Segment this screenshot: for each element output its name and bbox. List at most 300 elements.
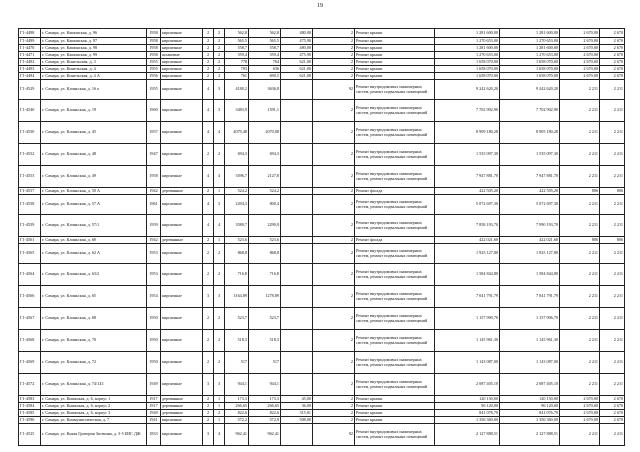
- cell-wall-material: кирпичные: [161, 424, 203, 446]
- cell-cost-total: 422 021,60: [500, 237, 560, 244]
- cell-floors: 2: [203, 237, 214, 244]
- cell-floors: 3: [203, 424, 214, 446]
- cell-address: г. Самара, ул. Князя Григория Засекина, д. 3-5 БИС ДЖ: [41, 424, 147, 446]
- cell-cost: 9 242 620,20: [435, 80, 500, 100]
- cell-cost-total: 1 535 097,30: [500, 144, 560, 166]
- cell-id: Г1-4471: [19, 52, 41, 59]
- cell-work-type: Ремонт крыши: [355, 396, 435, 403]
- cell-unit-cost: 2 670,00: [560, 73, 600, 80]
- cell-limit-cost: 2 211: [600, 330, 625, 352]
- cell-unit-cost: 2 211: [560, 330, 600, 352]
- cell-cost: 422 505,20: [435, 188, 500, 195]
- cell-id: Г1-4499: [19, 38, 41, 45]
- cell-cost-total: 7 041 791,79: [500, 286, 560, 308]
- cell-entrances: 2: [214, 330, 225, 352]
- cell-id: Г1-4553: [19, 166, 41, 188]
- cell-roof-area: 480,00: [281, 45, 313, 52]
- cell-year: 1947: [147, 144, 161, 166]
- cell-entrances: 4: [214, 122, 225, 144]
- cell-address: г. Самара, ул. Клиньская, д. 60: [41, 237, 147, 244]
- cell-cost-total: 120 150,00: [500, 396, 560, 403]
- cell-cost: 1 270 653,00: [435, 52, 500, 59]
- cell-wall-material: кирпичные: [161, 166, 203, 188]
- cell-address: г. Самара, ул. Клиньская, д. 50 А: [41, 188, 147, 195]
- page-number: 19: [317, 3, 323, 9]
- cell-work-type: Ремонт фасада: [355, 237, 435, 244]
- cell-year: 1959: [147, 215, 161, 237]
- cell-cost: 1 143 087,00: [435, 352, 500, 374]
- table-row: [19, 59, 625, 66]
- cell-work-type: Ремонт внутридомовых инженерных систем, ремонт подвальных помещений: [355, 195, 435, 215]
- cell-roof-area: [281, 215, 313, 237]
- cell-cost: 7 702 902,90: [435, 100, 500, 122]
- cell-wall-material: кирпичные: [161, 286, 203, 308]
- cell-floors: 2: [203, 73, 214, 80]
- cell-unit-cost: 2 670,00: [560, 410, 600, 417]
- cell-wall-material: кирпичные: [161, 73, 203, 80]
- cell-cost: 7 947 881,70: [435, 166, 500, 188]
- cell-wall-material: кирпичные: [161, 29, 203, 38]
- cell-living-area: 523,6: [249, 237, 281, 244]
- cell-wall-material: кирпичные: [161, 144, 203, 166]
- cell-limit-cost: 806: [600, 188, 625, 195]
- cell-unit-cost: 2 211: [560, 144, 600, 166]
- cell-limit-cost: 2 670: [600, 59, 625, 66]
- cell-address: г. Самара, ул. Кинельская, д. 3: [41, 59, 147, 66]
- cell-address: г. Самара, ул. Кинельская, д. 4: [41, 66, 147, 73]
- cell-year: 1949: [147, 410, 161, 417]
- table-row: [19, 330, 625, 352]
- cell-entrances: 2: [214, 38, 225, 45]
- cell-wall-material: деревянные: [161, 237, 203, 244]
- cell-address: г. Самара, ул. Кашинская, д. 98: [41, 45, 147, 52]
- cell-living-area: 3636,8: [249, 80, 281, 100]
- cell-total-area: 558,7: [225, 45, 249, 52]
- cell-living-area: 562,8: [249, 29, 281, 38]
- cell-entrances: 2: [214, 244, 225, 264]
- cell-address: г. Самара, ул. Книжская, д. 6, корпус 2: [41, 403, 147, 410]
- cell-wall-material: кирпичные: [161, 264, 203, 286]
- cell-roof-area: 315,01: [281, 410, 313, 417]
- cell-floors: 2: [203, 396, 214, 403]
- cell-wall-material: кирпичные: [161, 244, 203, 264]
- cell-cost: 1 281 600,00: [435, 29, 500, 38]
- cell-count: 92: [313, 424, 355, 446]
- table-row: [19, 424, 625, 446]
- cell-cost-total: 1 281 600,00: [500, 29, 560, 38]
- cell-count: 2: [313, 73, 355, 80]
- cell-cost: 1 584 844,80: [435, 264, 500, 286]
- cell-roof-area: [281, 122, 313, 144]
- cell-id: Г1-4525: [19, 424, 41, 446]
- cell-limit-cost: 2 211: [600, 215, 625, 237]
- cell-count: 2: [313, 100, 355, 122]
- cell-work-type: Ремонт внутридомовых инженерных систем, ремонт подвальных помещений: [355, 308, 435, 330]
- cell-unit-cost: 2 670,00: [560, 403, 600, 410]
- cell-work-type: Ремонт внутридомовых инженерных систем, ремонт подвальных помещений: [355, 330, 435, 352]
- cell-total-area: 822,6: [225, 410, 249, 417]
- cell-limit-cost: 806: [600, 237, 625, 244]
- cell-roof-area: 621,00: [281, 59, 313, 66]
- cell-year: 1956: [147, 73, 161, 80]
- cell-cost: 1 535 097,30: [435, 144, 500, 166]
- cell-roof-area: 621,00: [281, 66, 313, 73]
- cell-address: г. Самара, ул. Клиньская, д. 49: [41, 166, 147, 188]
- cell-unit-cost: 2 211: [560, 122, 600, 144]
- cell-living-area: 518,3: [249, 330, 281, 352]
- cell-address: г. Самара, ул. Клиньская, д. 72: [41, 352, 147, 374]
- cell-count: 2: [313, 374, 355, 396]
- cell-entrances: 4: [214, 215, 225, 237]
- cell-floors: 2: [203, 330, 214, 352]
- cell-floors: 2: [203, 144, 214, 166]
- cell-floors: 2: [203, 403, 214, 410]
- cell-entrances: 1: [214, 396, 225, 403]
- cell-id: Г1-4583: [19, 396, 41, 403]
- cell-address: г. Самара, ул. Коммунистическая, д. 7: [41, 417, 147, 424]
- cell-floors: 2: [203, 45, 214, 52]
- cell-id: Г1-4596: [19, 417, 41, 424]
- cell-wall-material: кирпичные: [161, 38, 203, 45]
- cell-address: г. Самара, ул. Клиньская, д. 45: [41, 122, 147, 144]
- cell-wall-material: шлаковые: [161, 52, 203, 59]
- cell-unit-cost: 2 670,00: [560, 45, 600, 52]
- cell-count: 2: [313, 403, 355, 410]
- cell-floors: 2: [203, 417, 214, 424]
- cell-id: Г1-4564: [19, 264, 41, 286]
- cell-id: Г1-4550: [19, 122, 41, 144]
- cell-living-area: 822,6: [249, 410, 281, 417]
- cell-entrances: 2: [214, 45, 225, 52]
- cell-count: 2: [313, 122, 355, 144]
- cell-limit-cost: 2 670: [600, 38, 625, 45]
- cell-cost-total: 841 076,70: [500, 410, 560, 417]
- cell-floors: 2: [203, 66, 214, 73]
- cell-id: Г1-4558: [19, 195, 41, 215]
- cell-unit-cost: 806: [560, 237, 600, 244]
- cell-year: 1950: [147, 308, 161, 330]
- cell-living-area: 694,3: [249, 144, 281, 166]
- cell-limit-cost: 2 211: [600, 286, 625, 308]
- table-row: [19, 73, 625, 80]
- cell-unit-cost: 2 211: [560, 308, 600, 330]
- cell-unit-cost: 2 670,00: [560, 59, 600, 66]
- cell-address: г. Самара, ул. Клиньская, д. 57 А: [41, 195, 147, 215]
- cell-cost: 7 858 193,70: [435, 215, 500, 237]
- cell-limit-cost: 2 670: [600, 45, 625, 52]
- cell-cost-total: 422 505,20: [500, 188, 560, 195]
- cell-floors: 3: [203, 286, 214, 308]
- cell-total-area: 266,65: [225, 403, 249, 410]
- cell-cost-total: 2 127 888,51: [500, 424, 560, 446]
- cell-limit-cost: 2 670: [600, 73, 625, 80]
- cell-roof-area: 475,90: [281, 52, 313, 59]
- cell-address: г. Самара, ул. Клиньская, д. 48: [41, 144, 147, 166]
- cell-cost-total: 1 658 070,00: [500, 73, 560, 80]
- cell-id: Г1-4529: [19, 80, 41, 100]
- table-row: [19, 374, 625, 396]
- cell-year: 1955: [147, 59, 161, 66]
- cell-count: 2: [313, 195, 355, 215]
- cell-cost-total: 1 145 961,30: [500, 330, 560, 352]
- cell-roof-area: [281, 195, 313, 215]
- cell-limit-cost: 2 211: [600, 144, 625, 166]
- table-row: [19, 144, 625, 166]
- cell-floors: 4: [203, 195, 214, 215]
- cell-year: 1957: [147, 122, 161, 144]
- cell-wall-material: кирпичные: [161, 374, 203, 396]
- cell-entrances: 2: [214, 59, 225, 66]
- table-row: [19, 352, 625, 374]
- cell-id: Г1-4540: [19, 100, 41, 122]
- cell-roof-area: [281, 286, 313, 308]
- cell-year: 1833: [147, 424, 161, 446]
- cell-unit-cost: 2 670,00: [560, 417, 600, 424]
- cell-address: г. Самара, ул. Клиньская, д. 63/2: [41, 264, 147, 286]
- cell-count: 2: [313, 52, 355, 59]
- cell-living-area: 559,4: [249, 52, 281, 59]
- cell-year: 1960: [147, 100, 161, 122]
- cell-living-area: 716,8: [249, 264, 281, 286]
- cell-cost: 422 021,60: [435, 237, 500, 244]
- cell-limit-cost: 2 211: [600, 374, 625, 396]
- cell-limit-cost: 2 670: [600, 52, 625, 59]
- cell-roof-area: [281, 264, 313, 286]
- cell-count: 2: [313, 144, 355, 166]
- cell-living-area: 690,5: [249, 73, 281, 80]
- cell-roof-area: [281, 424, 313, 446]
- cell-count: 2: [313, 29, 355, 38]
- cell-address: г. Самара, ул. Клиньская, д. 65: [41, 286, 147, 308]
- cell-cost: 120 150,00: [435, 396, 500, 403]
- cell-work-type: Ремонт внутридомовых инженерных систем, ремонт подвальных помещений: [355, 100, 435, 122]
- cell-cost-total: 1 925 127,80: [500, 244, 560, 264]
- cell-address: г. Самара, ул. Кашинская, д. 99: [41, 52, 147, 59]
- cell-address: г. Самара, ул. Кашинская, д. 96: [41, 29, 147, 38]
- cell-address: г. Самара, ул. Клиньская, д. 57/1: [41, 215, 147, 237]
- cell-living-area: 868,8: [249, 244, 281, 264]
- cell-living-area: 800,4: [249, 195, 281, 215]
- cell-entrances: 3: [214, 195, 225, 215]
- cell-roof-area: 508,00: [281, 417, 313, 424]
- cell-limit-cost: 2 211: [600, 195, 625, 215]
- cell-total-area: 3483,9: [225, 100, 249, 122]
- cell-limit-cost: 2 670: [600, 396, 625, 403]
- cell-total-area: 761: [225, 73, 249, 80]
- cell-count: 2: [313, 38, 355, 45]
- cell-unit-cost: 2 211: [560, 264, 600, 286]
- cell-limit-cost: 2 211: [600, 352, 625, 374]
- cell-unit-cost: 2 670,00: [560, 29, 600, 38]
- cell-id: Г1-4559: [19, 215, 41, 237]
- cell-count: 2: [313, 237, 355, 244]
- cell-year: 1953: [147, 264, 161, 286]
- cell-unit-cost: 2 211: [560, 286, 600, 308]
- table-row: [19, 100, 625, 122]
- cell-cost-total: 9 242 620,20: [500, 80, 560, 100]
- cell-count: 92: [313, 80, 355, 100]
- cell-living-area: 962,41: [249, 424, 281, 446]
- cell-total-area: 517: [225, 352, 249, 374]
- cell-total-area: 173,3: [225, 396, 249, 403]
- cell-address: г. Самара, ул. Книжская, д. 6, корпус 1: [41, 396, 147, 403]
- cell-work-type: Ремонт внутридомовых инженерных систем, ремонт подвальных помещений: [355, 264, 435, 286]
- cell-limit-cost: 2 670: [600, 410, 625, 417]
- cell-roof-area: [281, 166, 313, 188]
- cell-wall-material: деревянные: [161, 396, 203, 403]
- cell-living-area: 572,9: [249, 417, 281, 424]
- cell-unit-cost: 2 670,00: [560, 52, 600, 59]
- cell-year: 1955: [147, 66, 161, 73]
- cell-roof-area: [281, 100, 313, 122]
- cell-total-area: 518,3: [225, 330, 249, 352]
- cell-unit-cost: 2 211: [560, 215, 600, 237]
- cell-total-area: 716,8: [225, 264, 249, 286]
- cell-wall-material: кирпичные: [161, 80, 203, 100]
- cell-count: 2: [313, 308, 355, 330]
- cell-cost-total: 5 072 697,30: [500, 195, 560, 215]
- cell-total-area: 565,5: [225, 38, 249, 45]
- cell-wall-material: кирпичные: [161, 352, 203, 374]
- cell-living-area: 517: [249, 352, 281, 374]
- cell-count: 2: [313, 66, 355, 73]
- cell-wall-material: кирпичные: [161, 308, 203, 330]
- cell-address: г. Самара, ул. Клиньская, д. 16 а: [41, 80, 147, 100]
- cell-wall-material: деревянные: [161, 410, 203, 417]
- cell-cost-total: 1 356 360,00: [500, 417, 560, 424]
- cell-limit-cost: 2 211: [600, 424, 625, 446]
- cell-count: 2: [313, 59, 355, 66]
- cell-cost: 1 270 653,00: [435, 38, 500, 45]
- cell-cost: 1 157 900,70: [435, 308, 500, 330]
- cell-living-area: 173,3: [249, 396, 281, 403]
- cell-work-type: Ремонт внутридомовых инженерных систем, ремонт подвальных помещений: [355, 286, 435, 308]
- cell-total-area: 3580,7: [225, 215, 249, 237]
- cell-count: 2: [313, 396, 355, 403]
- cell-work-type: Ремонт внутридомовых инженерных систем, ремонт подвальных помещений: [355, 424, 435, 446]
- cell-limit-cost: 2 211: [600, 264, 625, 286]
- cell-address: г. Самара, ул. Клиньская, д. 62 А: [41, 244, 147, 264]
- cell-living-area: 2070,08: [249, 122, 281, 144]
- cell-unit-cost: 2 211: [560, 195, 600, 215]
- cell-roof-area: [281, 237, 313, 244]
- table-row: [19, 403, 625, 410]
- cell-unit-cost: 2 670,00: [560, 396, 600, 403]
- cell-limit-cost: 2 670: [600, 403, 625, 410]
- cell-address: г. Самара, ул. Кинельская, д. 4 А: [41, 73, 147, 80]
- cell-id: Г1-4561: [19, 237, 41, 244]
- cell-limit-cost: 2 211: [600, 308, 625, 330]
- cell-entrances: 3: [214, 80, 225, 100]
- cell-id: Г1-4494: [19, 73, 41, 80]
- cell-work-type: Ремонт крыши: [355, 410, 435, 417]
- cell-cost-total: 7 947 881,70: [500, 166, 560, 188]
- cell-entrances: 2: [214, 73, 225, 80]
- cell-roof-area: [281, 144, 313, 166]
- cell-entrances: 2: [214, 29, 225, 38]
- cell-floors: 2: [203, 244, 214, 264]
- cell-year: 1941: [147, 417, 161, 424]
- cell-cost: 8 909 180,28: [435, 122, 500, 144]
- cell-id: Г1-4568: [19, 330, 41, 352]
- table-row: [19, 237, 625, 244]
- cell-unit-cost: 2 211: [560, 166, 600, 188]
- cell-work-type: Ремонт крыши: [355, 403, 435, 410]
- cell-work-type: Ремонт крыши: [355, 66, 435, 73]
- cell-entrances: 3: [214, 286, 225, 308]
- table-row: [19, 188, 625, 195]
- cell-living-area: 524,2: [249, 188, 281, 195]
- cell-id: Г1-4569: [19, 352, 41, 374]
- cell-cost: 1 658 070,00: [435, 73, 500, 80]
- cell-cost-total: 1 658 070,00: [500, 59, 560, 66]
- cell-work-type: Ремонт крыши: [355, 59, 435, 66]
- cell-roof-area: [281, 330, 313, 352]
- cell-roof-area: [281, 352, 313, 374]
- cell-roof-area: 480,00: [281, 29, 313, 38]
- cell-total-area: 4180,2: [225, 80, 249, 100]
- cell-count: 2: [313, 417, 355, 424]
- cell-floors: 4: [203, 100, 214, 122]
- cell-floors: 2: [203, 264, 214, 286]
- cell-count: 2: [313, 244, 355, 264]
- cell-id: Г1-4566: [19, 286, 41, 308]
- cell-year: 1958: [147, 45, 161, 52]
- cell-unit-cost: 806: [560, 188, 600, 195]
- cell-work-type: Ремонт фасада: [355, 188, 435, 195]
- table-row: [19, 410, 625, 417]
- cell-limit-cost: 2 211: [600, 122, 625, 144]
- cell-work-type: Ремонт внутридомовых инженерных систем, ремонт подвальных помещений: [355, 166, 435, 188]
- cell-year: 1955: [147, 80, 161, 100]
- cell-entrances: 2: [214, 144, 225, 166]
- cell-total-area: 4079,48: [225, 122, 249, 144]
- table-row: [19, 38, 625, 45]
- cell-cost-total: 7 990 193,70: [500, 215, 560, 237]
- cell-wall-material: кирпичные: [161, 122, 203, 144]
- cell-count: 2: [313, 215, 355, 237]
- table-row: [19, 286, 625, 308]
- cell-living-area: 558,7: [249, 45, 281, 52]
- cell-id: Г1-4557: [19, 188, 41, 195]
- cell-floors: 2: [203, 38, 214, 45]
- cell-year: 1953: [147, 244, 161, 264]
- cell-entrances: 4: [214, 424, 225, 446]
- cell-work-type: Ремонт внутридомовых инженерных систем, ремонт подвальных помещений: [355, 215, 435, 237]
- cell-living-area: 565,5: [249, 38, 281, 45]
- cell-cost: 841 076,70: [435, 410, 500, 417]
- cell-count: 2: [313, 410, 355, 417]
- cell-total-area: 524,2: [225, 188, 249, 195]
- cell-work-type: Ремонт внутридомовых инженерных систем, ремонт подвальных помещений: [355, 122, 435, 144]
- cell-year: 1950: [147, 330, 161, 352]
- cell-entrances: 2: [214, 308, 225, 330]
- cell-living-area: 2290,9: [249, 215, 281, 237]
- cell-cost: 1 281 600,00: [435, 45, 500, 52]
- cell-unit-cost: 2 211: [560, 244, 600, 264]
- cell-total-area: 2294,3: [225, 195, 249, 215]
- cell-floors: 2: [203, 59, 214, 66]
- cell-roof-area: 36,00: [281, 403, 313, 410]
- cell-address: г. Самара, ул. Клиньская, д. 74/143: [41, 374, 147, 396]
- table-row: [19, 66, 625, 73]
- cell-count: 2: [313, 352, 355, 374]
- table-row: [19, 244, 625, 264]
- cell-unit-cost: 2 670,00: [560, 38, 600, 45]
- table-row: [19, 45, 625, 52]
- cell-entrances: 1: [214, 403, 225, 410]
- cell-cost-total: 7 702 902,90: [500, 100, 560, 122]
